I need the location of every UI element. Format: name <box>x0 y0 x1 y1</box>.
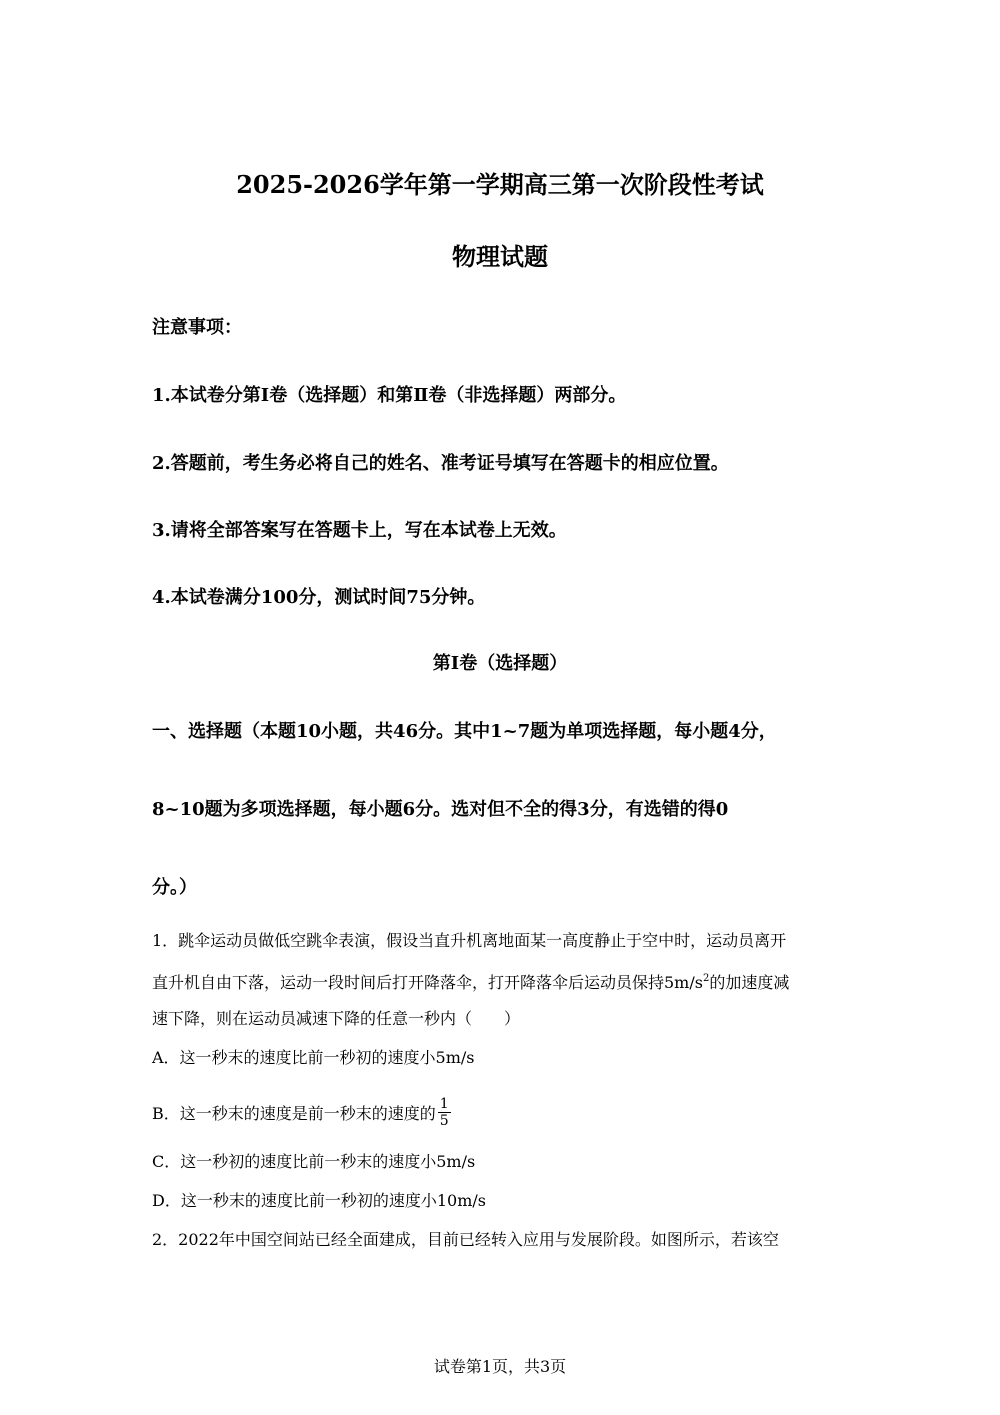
fraction-numerator: 1 <box>439 1096 449 1112</box>
fraction <box>438 1096 451 1129</box>
question-1-option-d: D．这一秒末的速度比前一秒初的速度小10m/s <box>152 1191 486 1210</box>
notice-item-1: 1.本试卷分第Ⅰ卷（选择题）和第Ⅱ卷（非选择题）两部分。 <box>152 385 627 406</box>
exam-subtitle: 物理试题 <box>452 242 548 271</box>
question-1-line-2-tail: 的加速度减 <box>709 973 790 992</box>
question-1-line-3: 速下降，则在运动员减速下降的任意一秒内（ ） <box>152 1009 521 1028</box>
page-footer: 试卷第1页，共3页 <box>433 1357 567 1376</box>
notice-item-2: 2.答题前，考生务必将自己的姓名、准考证号填写在答题卡的相应位置。 <box>152 453 729 474</box>
notice-item-4: 4.本试卷满分100分，测试时间75分钟。 <box>152 587 486 608</box>
exam-title: 2025-2026学年第一学期高三第一次阶段性考试 <box>236 170 764 199</box>
fraction-denominator: 5 <box>439 1113 449 1129</box>
question-1-line-2 <box>152 968 789 994</box>
section-title: 第Ⅰ卷（选择题） <box>432 653 568 674</box>
question-1-option-b <box>152 1098 451 1131</box>
section-instruction-line-1: 一、选择题（本题10小题，共46分。其中1~7题为单项选择题，每小题4分， <box>152 721 777 742</box>
question-1-option-a: A．这一秒末的速度比前一秒初的速度小5m/s <box>152 1048 475 1067</box>
question-1-line-1: 1．跳伞运动员做低空跳伞表演，假设当直升机离地面某一高度静止于空中时，运动员离开 <box>152 931 787 950</box>
section-instruction-line-3: 分。） <box>152 877 197 898</box>
section-instruction-line-2: 8~10题为多项选择题，每小题6分。选对但不全的得3分，有选错的得0 <box>152 799 729 820</box>
question-1-option-c: C．这一秒初的速度比前一秒末的速度小5m/s <box>152 1152 476 1171</box>
option-b-text: B．这一秒末的速度是前一秒末的速度的 <box>152 1104 436 1123</box>
question-2-line-1: 2．2022年中国空间站已经全面建成，目前已经转入应用与发展阶段。如图所示，若该空 <box>152 1230 779 1249</box>
exponent-superscript: 2 <box>702 973 710 984</box>
notice-item-3: 3.请将全部答案写在答题卡上，写在本试卷上无效。 <box>152 520 567 541</box>
notice-heading: 注意事项： <box>152 317 242 338</box>
question-1-line-2-text: 直升机自由下落，运动一段时间后打开降落伞，打开降落伞后运动员保持5m/s <box>152 973 703 992</box>
